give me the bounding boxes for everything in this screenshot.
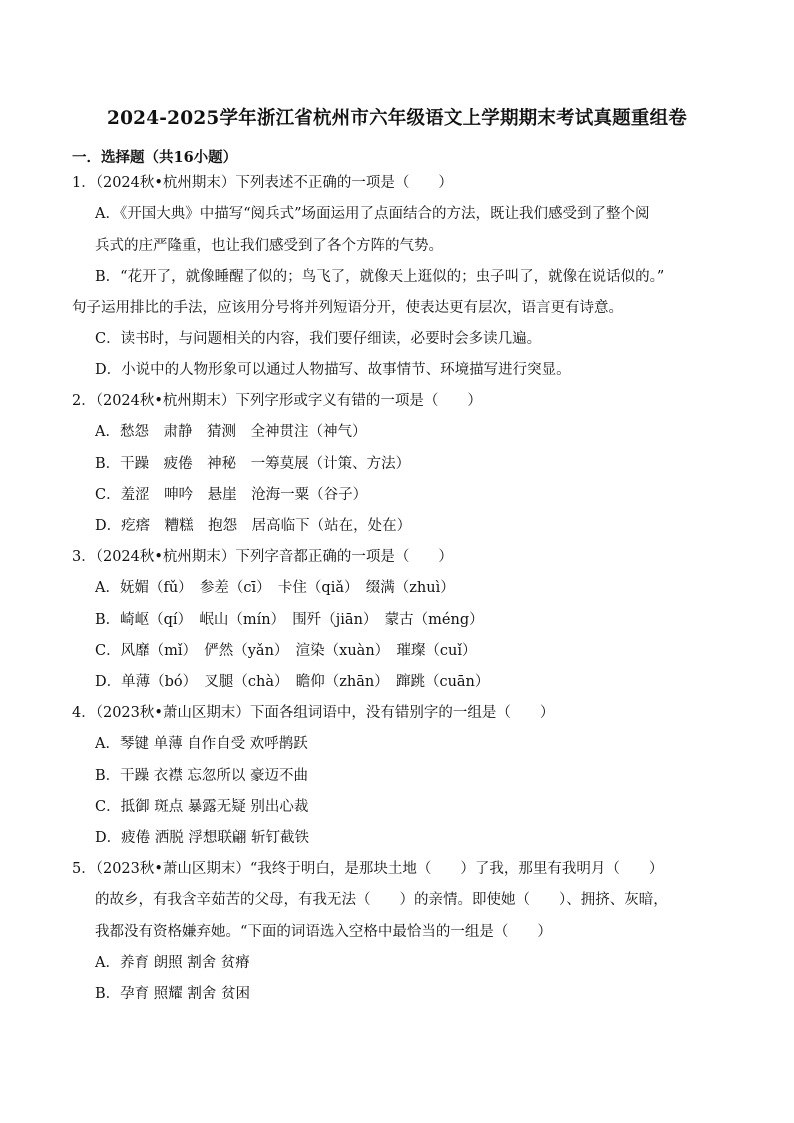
question-5-option-a: A．养育 朗照 割舍 贫瘠	[95, 955, 250, 971]
question-3-stem: 3．（2024秋•杭州期末）下列字音都正确的一项是（ ）	[72, 549, 453, 565]
page-title: 2024-2025学年浙江省杭州市六年级语文上学期期末考试真题重组卷	[107, 108, 687, 129]
question-2-option-b: B．干躁 疲倦 神秘 一筹莫展（计策、方法）	[95, 456, 411, 472]
question-5-stem-cont-2: 我都没有资格嫌弃她。“下面的词语选入空格中最恰当的一组是（ ）	[95, 924, 552, 940]
question-3-option-c: C．风靡（mǐ） 俨然（yǎn） 渲染（xuàn） 璀璨（cuǐ）	[95, 643, 477, 659]
question-5-stem: 5．（2023秋•萧山区期末）“我终于明白，是那块土地（ ）了我，那里有我明月（ ）	[72, 861, 664, 877]
question-5-option-b: B．孕育 照耀 割舍 贫困	[95, 986, 250, 1002]
question-2-option-a: A．愁怨 肃静 猜测 全神贯注（神气）	[95, 424, 367, 440]
question-3-option-b: B．崎岖（qí） 岷山（mín） 围歼（jiān） 蒙古（méng）	[95, 612, 484, 628]
question-1-option-a: A．《开国大典》中描写“阅兵式”场面运用了点面结合的方法，既让我们感受到了整个阅	[95, 206, 650, 222]
question-4-option-d: D．疲倦 洒脱 浮想联翩 斩钉截铁	[95, 830, 309, 846]
question-1-option-c: C．读书时，与问题相关的内容，我们要仔细读，必要时会多读几遍。	[95, 331, 542, 347]
question-4-option-c: C．抵御 斑点 暴露无疑 别出心裁	[95, 799, 309, 815]
question-1-stem: 1．（2024秋•杭州期末）下列表述不正确的一项是（ ）	[72, 175, 453, 191]
question-1-option-b-cont: 句子运用排比的手法，应该用分号将并列短语分开，使表达更有层次，语言更有诗意。	[72, 300, 623, 316]
question-1-option-a-cont: 兵式的庄严隆重，也让我们感受到了各个方阵的气势。	[95, 238, 443, 254]
question-4-stem: 4．（2023秋•萧山区期末）下面各组词语中，没有错别字的一组是（ ）	[72, 705, 555, 721]
question-3-option-a: A．妩媚（fǔ） 参差（cī） 卡住（qiǎ） 缀满（zhuì）	[95, 580, 455, 596]
question-2-stem: 2．（2024秋•杭州期末）下列字形或字义有错的一项是（ ）	[72, 393, 482, 409]
question-2-option-c: C．羞涩 呻吟 悬崖 沧海一粟（谷子）	[95, 487, 368, 503]
question-2-option-d: D．疙瘩 糟糕 抱怨 居高临下（站在，处在）	[95, 518, 412, 534]
question-5-stem-cont-1: 的故乡，有我含辛茹苦的父母，有我无法（ ）的亲情。即使她（ ）、拥挤、灰暗，	[95, 892, 668, 908]
section-heading: 一．选择题（共16小题）	[72, 149, 238, 166]
question-3-option-d: D．单薄（bó） 叉腿（chà） 瞻仰（zhān） 蹿跳（cuān）	[95, 674, 490, 690]
question-1-option-b: B．“花开了，就像睡醒了似的；鸟飞了，就像天上逛似的；虫子叫了，就像在说话似的。”	[95, 269, 665, 285]
question-4-option-b: B．干躁 衣襟 忘忽所以 豪迈不曲	[95, 768, 308, 784]
question-1-option-d: D．小说中的人物形象可以通过人物描写、故事情节、环境描写进行突显。	[95, 362, 571, 378]
question-4-option-a: A．琴键 单薄 自作自受 欢呼鹊跃	[95, 736, 308, 752]
